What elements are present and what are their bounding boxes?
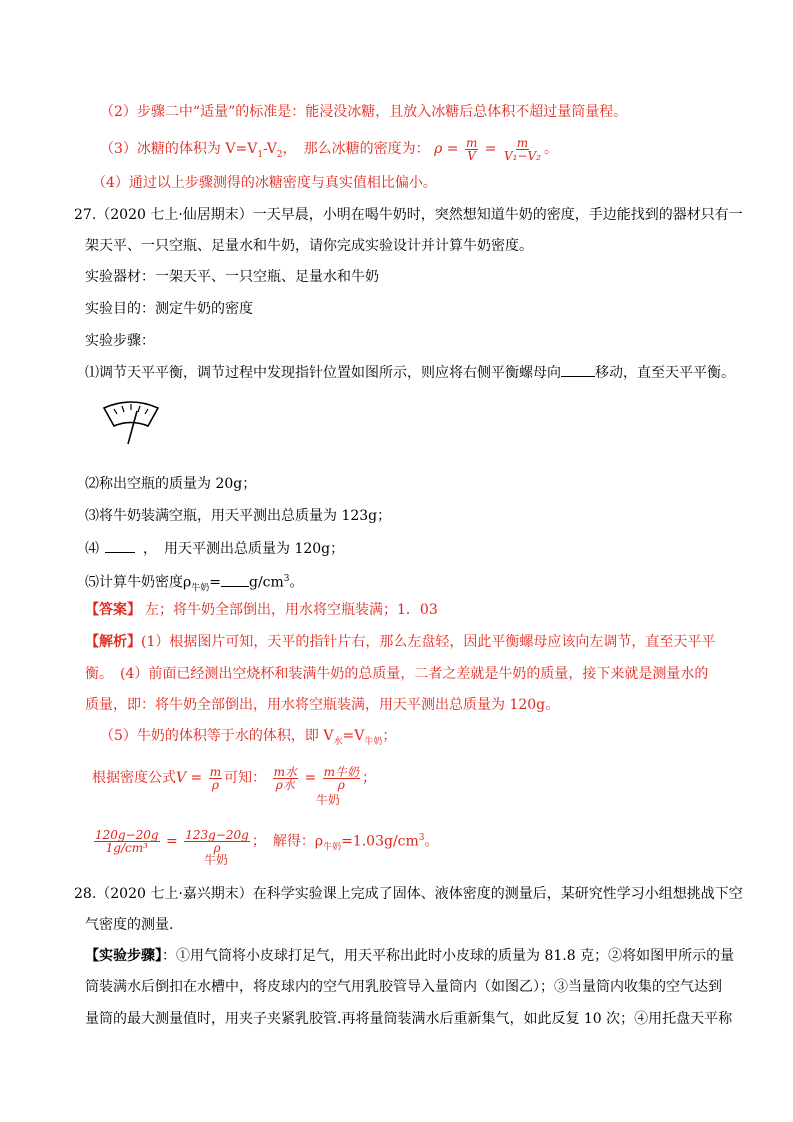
q27-purpose: 实验目的：测定牛奶的密度 [85,301,253,317]
q27-header-cont: 架天平、一只空瓶、足量水和牛奶，请你完成实验设计并计算牛奶密度。 [85,238,533,254]
step5-blank[interactable] [221,572,249,587]
q27-step-3: ⑶将牛奶装满空瓶，用天平测出总质量为 123g； [85,508,392,524]
q27-step-4: ⑷ ， 用天平测出总质量为 120g； [85,538,344,559]
intro-step-3 [100,134,558,164]
q27-header: 27.（2020 七上·仙居期末）一天早晨，小明在喝牛奶时，突然想知道牛奶的密度，手边能找到的器材只有一 [74,207,743,223]
step1-blank[interactable] [561,362,595,377]
q28-steps-3: 量筒的最大测量值时，用夹子夹紧乳胶管.再将量筒装满水后重新集气，如此反复 10 次；④用托盘天平称 [85,1011,733,1027]
intro-step-4: （4）通过以上步骤测得的冰糖密度与真实值相比偏小。 [92,175,437,191]
step3-equals: = [484,141,497,157]
formula-fraction-1: $\frac{m}{\rho}$ [209,764,222,792]
q27-equipment: 实验器材：一架天平、一只空瓶、足量水和牛奶 [85,269,379,285]
answer-label: 【答案】 [85,602,141,618]
q27-analysis-4: （5）牛奶的体积等于水的体积，即 $V_水=V_{牛奶}$； [100,728,397,747]
step3-suffix: ， 那么冰糖的密度为： [282,141,430,157]
answer-text: 左；将牛奶全部倒出，用水将空瓶装满；1．03 [145,602,438,618]
q27-step-1: ⑴调节天平平衡，调节过程中发现指针位置如图所示，则应将右侧平衡螺母向 移动，直至天平平衡。 [85,362,735,383]
q28-steps-1: 【实验步骤】：①用气筒将小皮球打足气，用天平称出此时小皮球的质量为 81.8 克；②将如图甲所示的量 [85,948,735,964]
q27-answer [85,600,438,620]
q27-analysis-2: 衡。 (4）前面已经测出空烧杯和装满牛奶的总质量，二者之差就是牛奶的质量，接下来就是测量水的 [85,666,709,682]
step3-rho: ρ = [434,141,459,157]
step3-sub1: 1 [257,149,264,160]
q27-steps-title: 实验步骤： [85,333,155,349]
calc-fraction-1: $\frac{120g-20g}{\text{1g/cm³}}$ [95,828,159,856]
q28-header: 28.（2020 七上·嘉兴期末）在科学实验课上完成了固体、液体密度的测量后，某研究性学习小组想挑战下空 [74,886,743,902]
step3-fraction-2: $\frac{m}{\text{V₁−V₂}}$ [503,135,541,163]
intro-step-2: （2）步骤二中“适量”的标准是：能浸没冰糖，且放入冰糖后总体积不超过量筒量程。 [100,104,628,120]
q27-formula: 根据密度公式V = $\frac{m}{\rho}$ 可知： $\frac{\text{m水}}{\text{ρ水}}$ = $\frac{\text{m牛奶}}{\rho}$ ； [92,764,377,792]
calc-below-label: 牛奶 [204,853,229,867]
q28-steps-2: 筒装满水后倒扣在水槽中，将皮球内的空气用乳胶管导入量筒内（如图乙）；③当量筒内收集的空气达到 [85,979,722,995]
step3-prefix: （3）冰糖的体积为 V=V [100,141,258,157]
q27-calc: $\frac{120g-20g}{\text{1g/cm³}}$ = $\frac{123g-20g}{\rho}$ ； 解得：$\rho_{牛奶}=1.03g/cm^3$。 [95,828,439,856]
q27-analysis-3: 质量，即：将牛奶全部倒出，用水将空瓶装满，用天平测出总质量为 120g。 [85,697,560,713]
balance-pointer-gauge-icon [100,398,162,448]
formula-fraction-3: $\frac{\text{m牛奶}}{\rho}$ [323,764,360,792]
step3-sub2: 2 [276,149,283,160]
q28-header-cont: 气密度的测量. [85,917,174,933]
formula-fraction-2: $\frac{\text{m水}}{\text{ρ水}}$ [273,764,297,792]
step3-mid: -V [263,141,277,157]
q27-step-5: ⑸计算牛奶密度$\rho_{牛奶}= g/cm^3$。 [85,569,304,598]
formula-below-label: 牛奶 [316,793,341,807]
step3-end: 。 [543,141,558,157]
step4-blank[interactable] [105,538,135,553]
calc-fraction-2: $\frac{123g-20g}{\rho}$ [185,828,249,856]
q27-step-2: ⑵称出空瓶的质量为 20g； [85,476,257,492]
analysis-label: 【解析】 [85,634,141,650]
q27-analysis-1: 【解析】(1）根据图片可知，天平的指针片右，那么左盘轻，因此平衡螺母应该向左调节，直至天平平 [85,634,716,650]
q28-steps-label: 【实验步骤】 [85,948,162,964]
step3-fraction-1: $\frac{m}{V}$ [465,135,478,163]
